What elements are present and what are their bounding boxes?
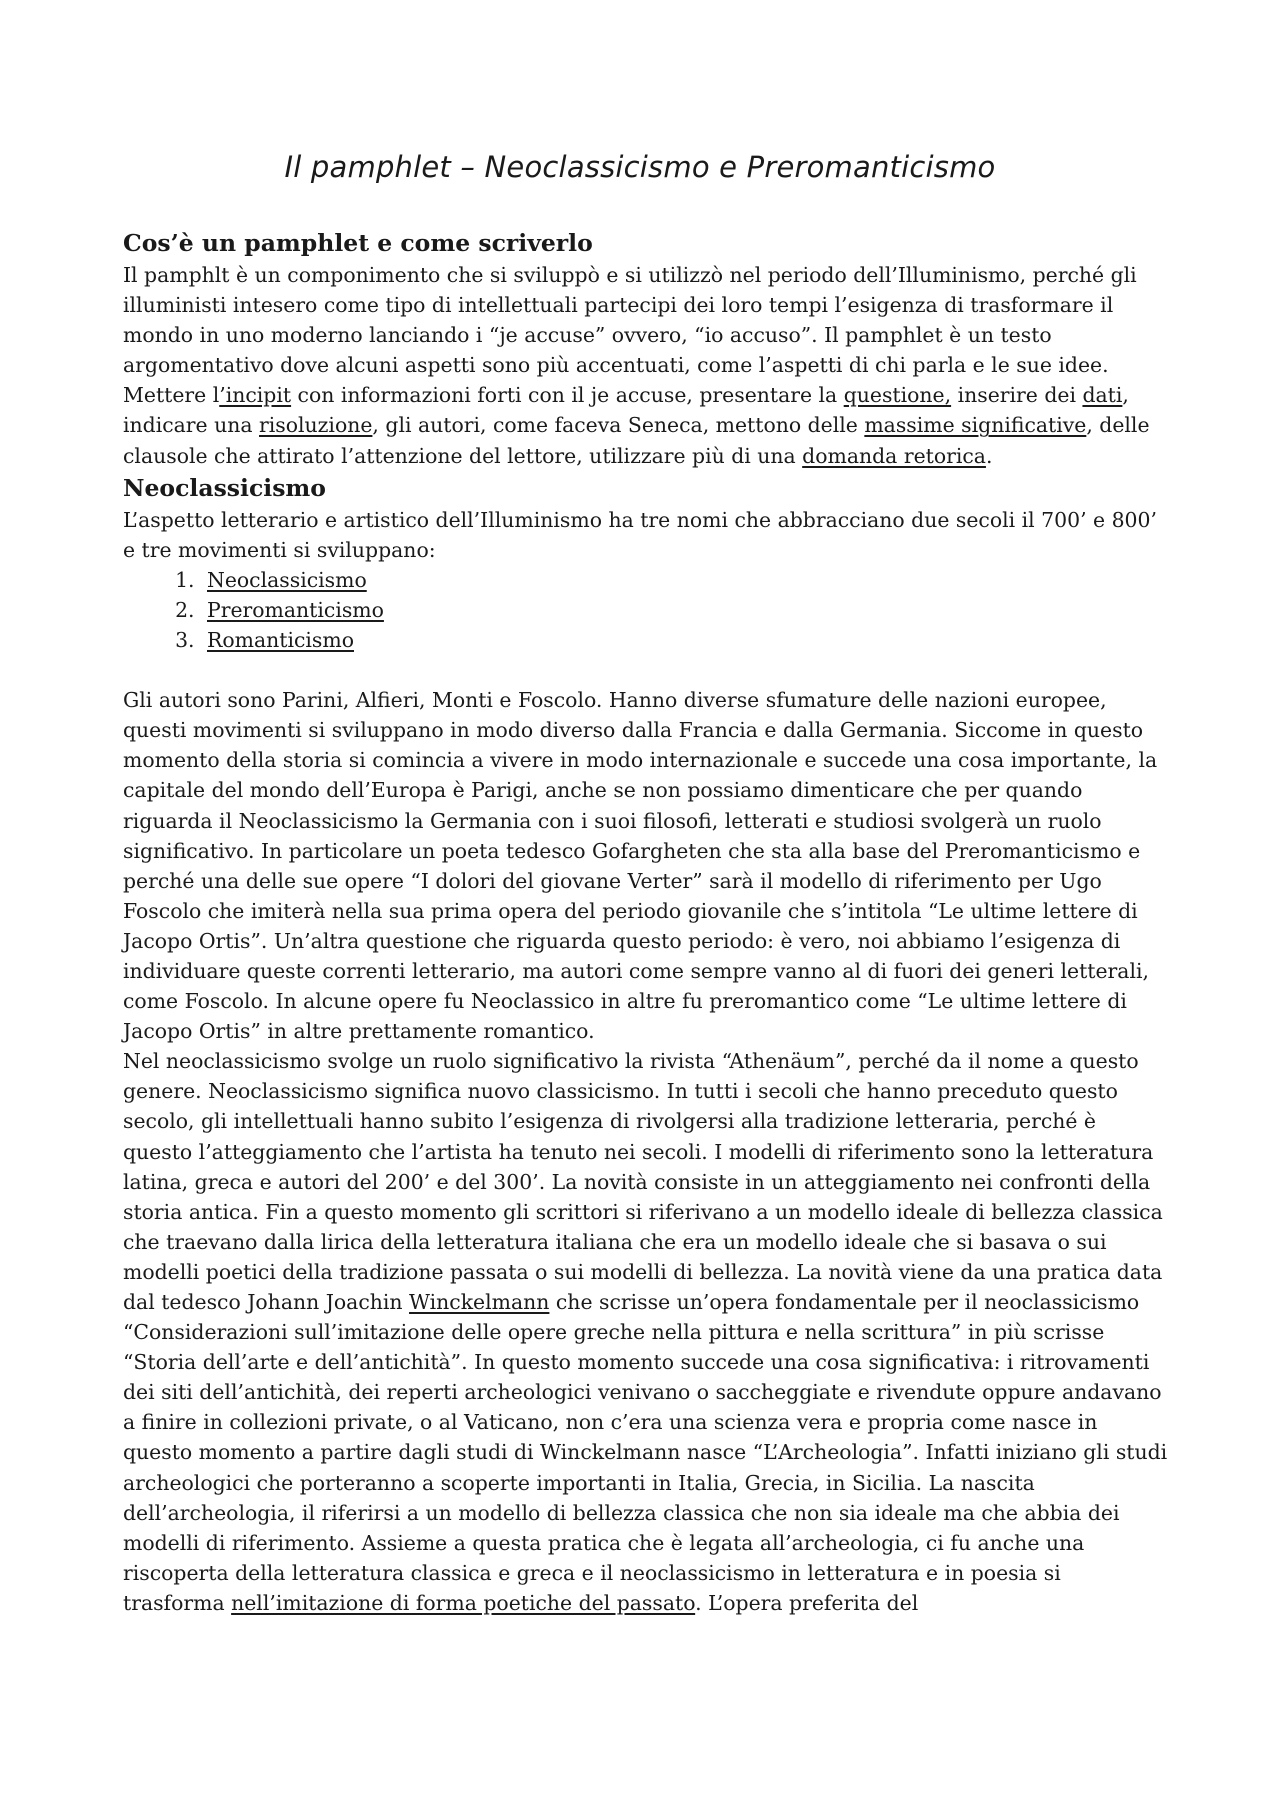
blank-line xyxy=(123,655,1168,685)
underlined-term-dati: dati xyxy=(1082,383,1123,408)
underlined-term-domanda-retorica: domanda retorica xyxy=(802,443,986,468)
list-item xyxy=(201,625,1168,655)
neoclassicismo-intro: L’aspetto letterario e artistico dell’Illuminismo ha tre nomi che abbracciano due secoli il 700’ e 800’ e tre movimenti si sviluppano: xyxy=(123,507,1157,562)
section-heading-neoclassicismo: Neoclassicismo xyxy=(123,473,326,502)
list-item xyxy=(201,595,1168,625)
underlined-term-imitazione: nell’imitazione di forma poetiche del passato xyxy=(231,1590,696,1615)
athenaum-paragraph xyxy=(123,1046,1168,1618)
authors-paragraph: Gli autori sono Parini, Alfieri, Monti e Foscolo. Hanno diverse sfumature delle nazioni europee, questi movimenti si sviluppano in modo diverso dalla Francia e dalla Germania. Siccome in questo momento della storia si comincia a vivere in modo internazionale e succede una cosa importante, la capitale del mondo dell’Europa è Parigi, anche se non possiamo dimenticare che per quando riguarda il Neoclassicismo la Germania con i suoi filosofi, letterati e studiosi svolgerà un ruolo significativo. In particolare un poeta tedesco Gofargheten che sta alla base del Preromanticismo e perché una delle sue opere “I dolori del giovane Verter” sarà il modello di riferimento per Ugo Foscolo che imiterà nella sua prima opera del periodo giovanile che s’intitola “Le ultime lettere di Jacopo Ortis”. Un’altra questione che riguarda questo periodo: è vero, noi abbiamo l’esigenza di individuare queste correnti letterario, ma autori come sempre vanno al di fuori dei generi letterali, come Foscolo. In alcune opere fu Neoclassico in altre fu preromantico come “Le ultime lettere di Jacopo Ortis” in altre prettamente romantico. xyxy=(123,688,1158,1044)
underlined-term-incipit: ’incipit xyxy=(219,383,292,408)
text-run: Il pamphlt è un componimento che si sviluppò e si utilizzò nel periodo dell’Illuminismo, perché gli illuministi intesero come tipo di intellettuali partecipi dei loro tempi l’esigenza di trasformare il mondo in uno moderno lanciando i “je accuse” ovvero, “io accuso”. Il pamphlet è un testo argomentativo dove alcuni aspetti sono più accentuati, come l’aspetti di chi parla e le sue idee. Mettere l xyxy=(123,263,1137,408)
text-run: . xyxy=(985,443,993,468)
text-run: inserire dei xyxy=(951,383,1083,408)
list-item-label: Neoclassicismo xyxy=(207,567,367,592)
underlined-term-risoluzione: risoluzione xyxy=(259,413,373,438)
pamphlet-paragraph xyxy=(123,260,1168,471)
underlined-term-questione: questione, xyxy=(843,383,952,408)
text-run: con informazioni forti con il je accuse, presentare la xyxy=(291,383,844,408)
list-item xyxy=(201,565,1168,595)
text-run: che scrisse un’opera fondamentale per il neoclassicismo “Considerazioni sull’imitazione delle opere greche nella pittura e nella scrittura” in più scrisse “Storia dell’arte e dell’antichità”. In questo momento succede una cosa significativa: i ritrovamenti dei siti dell’antichità, dei reperti archeologici venivano o saccheggiate e rivendute oppure andavano a finire in collezioni private, o al Vaticano, non c’era una scienza vera e propria come nasce in questo momento a partire dagli studi di Winckelmann nasce “L’Archeologia”. Infatti iniziano gli studi archeologici che porteranno a scoperte importanti in Italia, Grecia, in Sicilia. La nascita dell’archeologia, il riferirsi a un modello di bellezza classica che non sia ideale ma che abbia dei modelli di riferimento. Assieme a questa pratica che è legata all’archeologia, ci fu anche una riscoperta della letteratura classica e greca e il neoclassicismo in letteratura e in poesia si trasforma xyxy=(123,1290,1168,1615)
underlined-term-massime: massime significative xyxy=(864,413,1087,438)
text-run: , indicare una xyxy=(123,383,1129,438)
page-title: Il pamphlet – Neoclassicismo e Preromanticismo xyxy=(284,150,996,184)
document-body xyxy=(123,226,1168,1618)
underlined-term-winckelmann: Winckelmann xyxy=(409,1290,550,1314)
list-item-label: Preromanticismo xyxy=(207,597,384,622)
movements-list xyxy=(123,565,1168,655)
list-item-label: Romanticismo xyxy=(207,628,354,653)
text-run: Nel neoclassicismo svolge un ruolo significativo la rivista “Athenäum”, perché da il nome a questo genere. Neoclassicismo significa nuovo classicismo. In tutti i secoli che hanno preceduto questo secolo, gli intellettuali hanno subito l’esigenza di rivolgersi alla tradizione letteraria, perché è questo l’atteggiamento che l’artista ha tenuto nei secoli. I modelli di riferimento sono la letteratura latina, greca e autori del 200’ e del 300’. La novità consiste in un atteggiamento nei confronti della storia antica. Fin a questo momento gli scrittori si riferivano a un modello ideale di bellezza classica che traevano dalla lirica della letteratura italiana che era un modello ideale che si basava o sui modelli poetici della tradizione passata o sui modelli di bellezza. La novità viene da una pratica data dal tedesco Johann Joachin xyxy=(123,1049,1163,1314)
section-heading-pamphlet: Cos’è un pamphlet e come scriverlo xyxy=(123,229,593,257)
text-run: . L’opera preferita del xyxy=(695,1590,919,1615)
text-run: , delle clausole che attirato l’attenzione del lettore, utilizzare più di una xyxy=(123,413,1150,468)
text-run: , gli autori, come faceva Seneca, mettono delle xyxy=(372,413,865,438)
